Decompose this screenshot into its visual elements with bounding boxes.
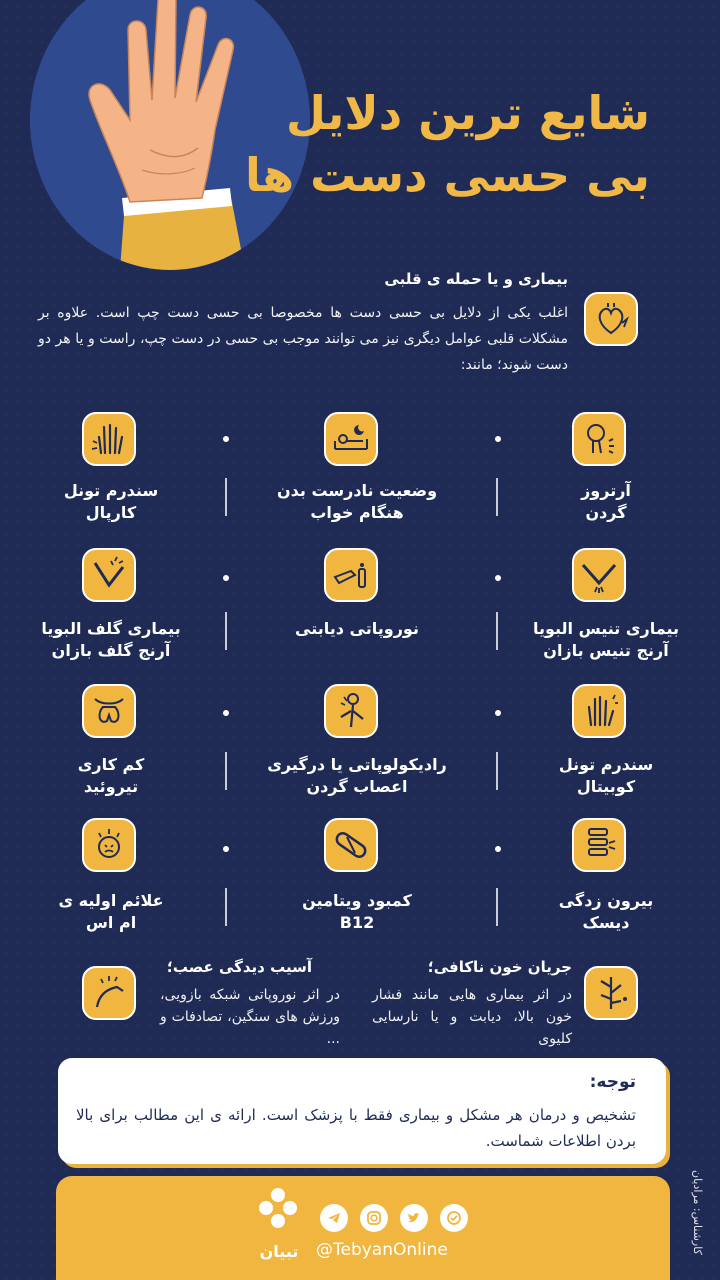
- grid-icon-box-7: [572, 684, 626, 738]
- grid-label-4b: آرنج تنیس بازان: [543, 641, 669, 660]
- nerve-damage-icon-box: [82, 966, 136, 1020]
- tennis-elbow-icon: [579, 555, 619, 595]
- title-line-1: شایع ترین دلایل: [286, 86, 650, 140]
- separator-dot: [495, 846, 501, 852]
- title-line-2: بی حسی دست ها: [244, 148, 650, 202]
- tebyan-logo: [248, 1186, 308, 1240]
- grid-label-2b: هنگام خواب: [310, 503, 404, 522]
- website-link[interactable]: [440, 1204, 468, 1232]
- note-text: تشخیص و درمان هر مشکل و بیماری فقط با پزشک است. ارائه ی این مطالب برای بالا بردن اطلاعات شماست.: [76, 1106, 636, 1150]
- neck-pain-icon: [579, 419, 619, 459]
- grid-icon-box-11: [324, 818, 378, 872]
- grid-label-3a: سندرم تونل: [63, 481, 159, 500]
- grid-label-12a: علائم اولیه ی: [58, 891, 164, 910]
- grid-icon-box-10: [572, 818, 626, 872]
- sleep-posture-icon: [331, 419, 371, 459]
- ms-head-icon: [89, 825, 129, 865]
- separator-dot: [223, 846, 229, 852]
- grid-label-1b: گردن: [585, 503, 627, 522]
- grid-label-10a: بیرون زدگی: [558, 891, 654, 910]
- grid-icon-box-12: [82, 818, 136, 872]
- separator-dot: [495, 575, 501, 581]
- intro-heading: بیماری و یا حمله ی قلبی: [384, 270, 568, 288]
- grid-label-7b: کوبیتال: [576, 777, 636, 796]
- nerve-damage-heading: آسیب دیدگی عصب؛: [166, 958, 312, 976]
- vitamin-capsule-icon: [331, 825, 371, 865]
- separator-dot: [495, 710, 501, 716]
- grid-label-11a: کمبود ویتامین: [302, 891, 412, 910]
- blood-flow-icon-box: [584, 966, 638, 1020]
- diabetes-test-icon: [331, 555, 371, 595]
- back-nerve-icon: [331, 691, 371, 731]
- separator-dot: [223, 436, 229, 442]
- grid-label-9b: تیروئید: [83, 777, 139, 796]
- grid-icon-box-3: [82, 412, 136, 466]
- twitter-icon: [406, 1210, 422, 1226]
- grid-icon-box-9: [82, 684, 136, 738]
- note-title: توجه:: [589, 1072, 636, 1092]
- instagram-link[interactable]: [360, 1204, 388, 1232]
- grid-label-11b: B12: [339, 913, 375, 932]
- nerve-damage-text: در اثر نوروپاتی شبکه بازویی، ورزش های سنگین، تصادفات و ...: [160, 987, 340, 1047]
- grid-icon-box-8: [324, 684, 378, 738]
- grid-icon-box-1: [572, 412, 626, 466]
- grid-label-5a: نوروپاتی دیابتی: [295, 619, 419, 638]
- golf-elbow-icon: [89, 555, 129, 595]
- note-box: [58, 1058, 666, 1164]
- spine-disc-icon: [579, 825, 619, 865]
- separator-dot: [495, 436, 501, 442]
- grid-icon-box-4: [572, 548, 626, 602]
- grid-label-8a: رادیکولوپاتی یا درگیری: [267, 755, 447, 774]
- grid-label-6b: آرنج گلف بازان: [51, 641, 171, 660]
- heart-anatomy-icon: [591, 299, 631, 339]
- blood-flow-heading: جریان خون ناکافی؛: [427, 958, 572, 976]
- separator-bar: [225, 478, 227, 516]
- grid-label-9a: کم کاری: [77, 755, 145, 774]
- page-title: [245, 82, 650, 206]
- grid-label-10b: دیسک: [582, 913, 630, 932]
- blood-flow-text: در اثر بیماری هایی مانند فشار خون بالا، دیابت و یا نارسایی کلیوی: [372, 987, 572, 1047]
- heart-icon-box: [584, 292, 638, 346]
- grid-label-1a: آرتروز: [581, 481, 631, 500]
- grid-label-7a: سندرم تونل: [558, 755, 654, 774]
- brand-name: تبیان: [259, 1242, 299, 1261]
- telegram-link[interactable]: [320, 1204, 348, 1232]
- social-handle[interactable]: @TebyanOnline: [316, 1240, 448, 1260]
- intro-text: اغلب یکی از دلایل بی حسی دست ها مخصوصا بی حسی دست چپ است. علاوه بر مشکلات قلبی عوامل دیگری نیز می توانند موجب بی حسی در دست چپ، راست و یا هر دو دست شوند؛ مانند:: [38, 305, 568, 373]
- nerve-injury-icon: [89, 973, 129, 1013]
- carpal-hand-icon: [89, 419, 129, 459]
- separator-bar: [225, 612, 227, 650]
- designer-credit: کارشناس: مرادیان: [691, 1170, 704, 1255]
- footer-bar: [56, 1176, 670, 1280]
- grid-label-3b: کارپال: [85, 503, 137, 522]
- blood-vessel-icon: [591, 973, 631, 1013]
- telegram-icon: [326, 1210, 342, 1226]
- grid-label-12b: ام اس: [85, 913, 137, 932]
- cubital-hand-icon: [579, 691, 619, 731]
- checkmark-badge-icon: [446, 1210, 462, 1226]
- twitter-link[interactable]: [400, 1204, 428, 1232]
- thyroid-icon: [89, 691, 129, 731]
- grid-icon-box-6: [82, 548, 136, 602]
- separator-bar: [225, 752, 227, 790]
- instagram-icon: [366, 1210, 382, 1226]
- grid-label-4a: بیماری تنیس البویا: [532, 619, 680, 638]
- grid-icon-box-2: [324, 412, 378, 466]
- separator-dot: [223, 575, 229, 581]
- grid-label-8b: اعصاب گردن: [306, 777, 408, 796]
- grid-label-2a: وضعیت نادرست بدن: [276, 481, 438, 500]
- grid-label-6a: بیماری گلف البویا: [41, 619, 181, 638]
- grid-icon-box-5: [324, 548, 378, 602]
- tebyan-logo-icon: [256, 1186, 300, 1236]
- separator-dot: [223, 710, 229, 716]
- separator-bar: [225, 888, 227, 926]
